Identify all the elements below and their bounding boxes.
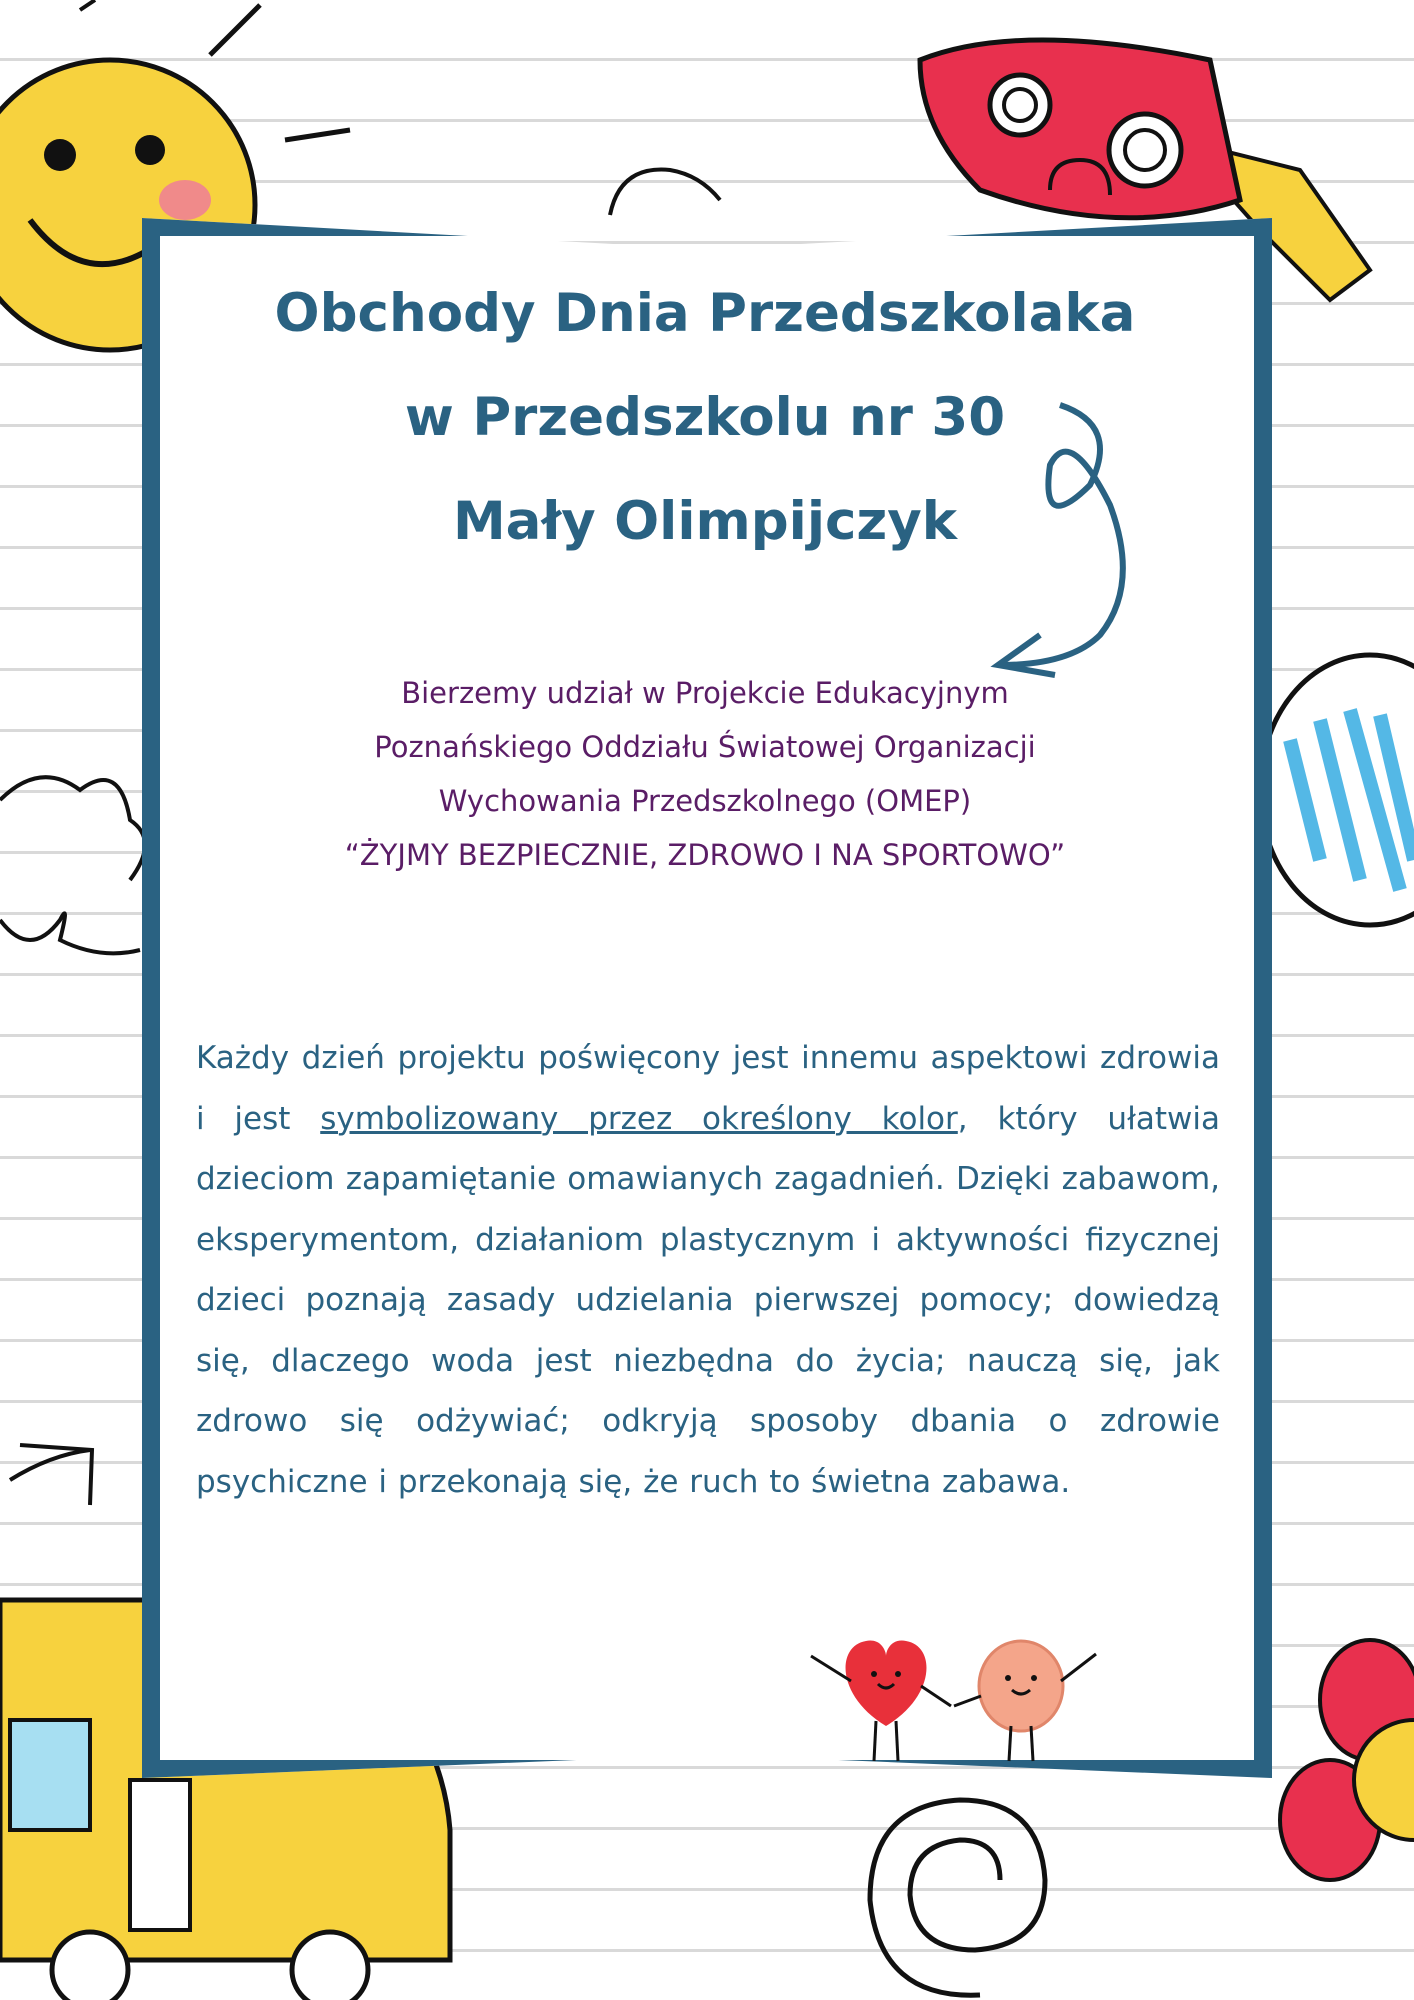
brain-mascot-icon [954, 1641, 1096, 1761]
title-line-2: w Przedszkolu nr 30 [404, 387, 1006, 448]
arrow-icon [10, 1445, 92, 1505]
subtitle-line-2: Poznańskiego Oddziału Światowej Organizacji [374, 730, 1036, 764]
subtitle-line-1: Bierzemy udział w Projekcie Edukacyjnym [401, 676, 1009, 710]
title-line-3: Mały Olimpijczyk [452, 491, 958, 552]
flower-icon [1280, 1640, 1414, 1880]
cloud-icon [0, 777, 145, 953]
project-subtitle [190, 666, 1220, 882]
subtitle-line-3: Wychowania Przedszkolnego (OMEP) [438, 784, 972, 818]
subtitle-line-4: “ŻYJMY BEZPIECZNIE, ZDROWO I NA SPORTOWO” [344, 838, 1066, 872]
project-description [196, 1028, 1220, 1512]
balloon-icon [1260, 655, 1414, 925]
heart-mascot-icon [811, 1641, 951, 1761]
mascots-illustration [796, 1626, 1116, 1776]
kidney-doodle-icon [610, 170, 720, 215]
description-underlined: symbolizowany przez określony kolor [320, 1100, 958, 1137]
page-title [190, 262, 1220, 574]
title-line-1: Obchody Dnia Przedszkolaka [274, 283, 1136, 344]
spiral-icon [870, 1800, 1045, 1995]
description-part-2: , który ułatwia dzieciom zapamiętanie omawianych zagadnień. Dzięki zabawom, eksperymentom, działaniom plastycznym i aktywności fizycznej dzieci poznają zasady udzielania pierwszej pomocy; dowiedzą się, dlaczego woda jest niezbędna do życia; nauczą się, jak zdrowo się odżywiać; odkryją sposoby dbania o zdrowie psychiczne i przekonają się, że ruch to świetna zabawa. [196, 1100, 1220, 1500]
description-part-1: Każdy dzień projektu poświęcony jest innemu aspektowi zdrowia i jest [196, 1040, 1220, 1137]
